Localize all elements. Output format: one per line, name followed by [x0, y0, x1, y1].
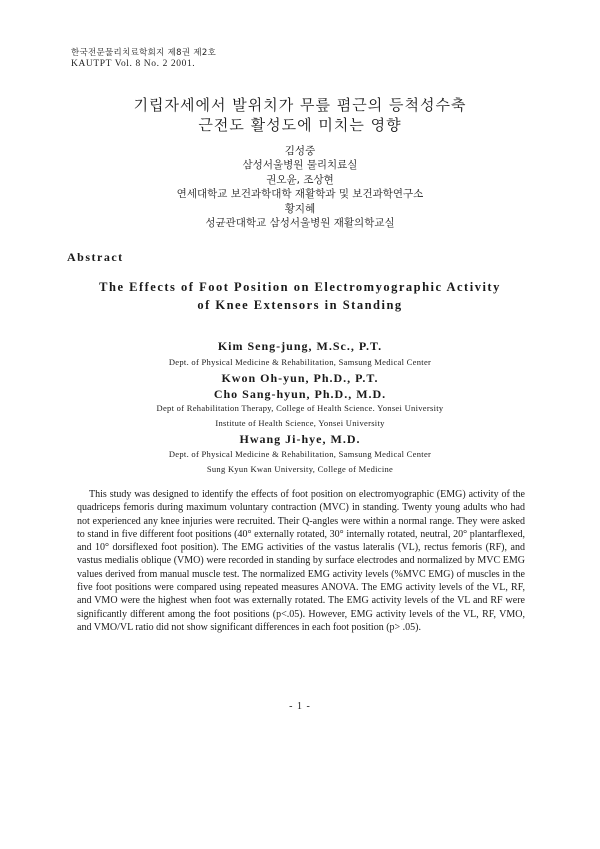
- english-author-2: Kwon Oh-yun, Ph.D., P.T.: [221, 371, 379, 385]
- abstract-paragraph: This study was designed to identify the effects of foot position on electromyographic (EMG) activity of the quadriceps femoris during maximum voluntary contraction (MVC) in standing. Twenty young adults who had not experienced any knee injuries were recruited. Their Q-angles were within a normal range. They were asked to stand in five different foot positions (40° externally rotated, 30° internally rotated, neutral, 20° plantarflexed, and 10° dorsiflexed foot position). The EMG activities of the vastus lateralis (VL), rectus femoris (RF), and vastus medialis oblique (VMO) were recorded in standing by surface electrodes and normalized by MVC EMG values derived from manual muscle test. The normalized EMG activity levels (%MVC EMG) of muscles in the five foot positions were compared using repeated measures ANOVA. The EMG activity levels of the VL, RF, and VMO were the highest when foot was externally rotated. The EMG activity levels of the VL and RF were significantly different among the foot positions (p<.05). However, EMG activity levels of the VL, RF, VMO, and VMO/VL ratio did not show significant differences in each foot position (p> .05).: [77, 489, 525, 633]
- journal-name-korean: 한국전문물리치료학회지 제8권 제2호: [71, 48, 217, 58]
- english-affiliation-1: Dept. of Physical Medicine & Rehabilitation, Samsung Medical Center: [168, 357, 432, 367]
- english-title-line-2: of Knee Extensors in Standing: [197, 298, 403, 312]
- page-number: - 1 -: [289, 701, 311, 712]
- english-author-4: Hwang Ji-hye, M.D.: [239, 432, 361, 446]
- korean-author-3: 황지혜: [284, 203, 316, 215]
- english-affiliation-3: Institute of Health Science, Yonsei University: [215, 418, 385, 428]
- abstract-body: [77, 488, 525, 634]
- english-author-3: Cho Sang-hyun, Ph.D., M.D.: [213, 387, 387, 401]
- english-affiliation-2: Dept of Rehabilitation Therapy, College of Health Science. Yonsei University: [156, 403, 444, 413]
- korean-title-line-1: 기립자세에서 발위치가 무릎 폄근의 등척성수축: [133, 96, 467, 114]
- korean-author-1: 김성중: [284, 145, 316, 157]
- journal-volume-line: KAUTPT Vol. 8 No. 2 2001.: [71, 59, 196, 69]
- korean-title-line-2: 근전도 활성도에 미치는 영향: [198, 116, 402, 134]
- english-title-line-1: The Effects of Foot Position on Electromyographic Activity: [99, 280, 501, 294]
- korean-author-2: 권오윤, 조상현: [266, 174, 334, 186]
- korean-affiliation-1: 삼성서울병원 물리치료실: [242, 159, 358, 171]
- english-author-1: Kim Seng-jung, M.Sc., P.T.: [217, 339, 383, 353]
- korean-affiliation-2: 연세대학교 보건과학대학 재활학과 및 보건과학연구소: [176, 188, 424, 200]
- abstract-heading: Abstract: [67, 250, 124, 264]
- english-affiliation-5: Sung Kyun Kwan University, College of Medicine: [206, 464, 394, 474]
- korean-affiliation-3: 성균관대학교 삼성서울병원 재활의학교실: [205, 217, 395, 229]
- english-affiliation-4: Dept. of Physical Medicine & Rehabilitation, Samsung Medical Center: [168, 449, 432, 459]
